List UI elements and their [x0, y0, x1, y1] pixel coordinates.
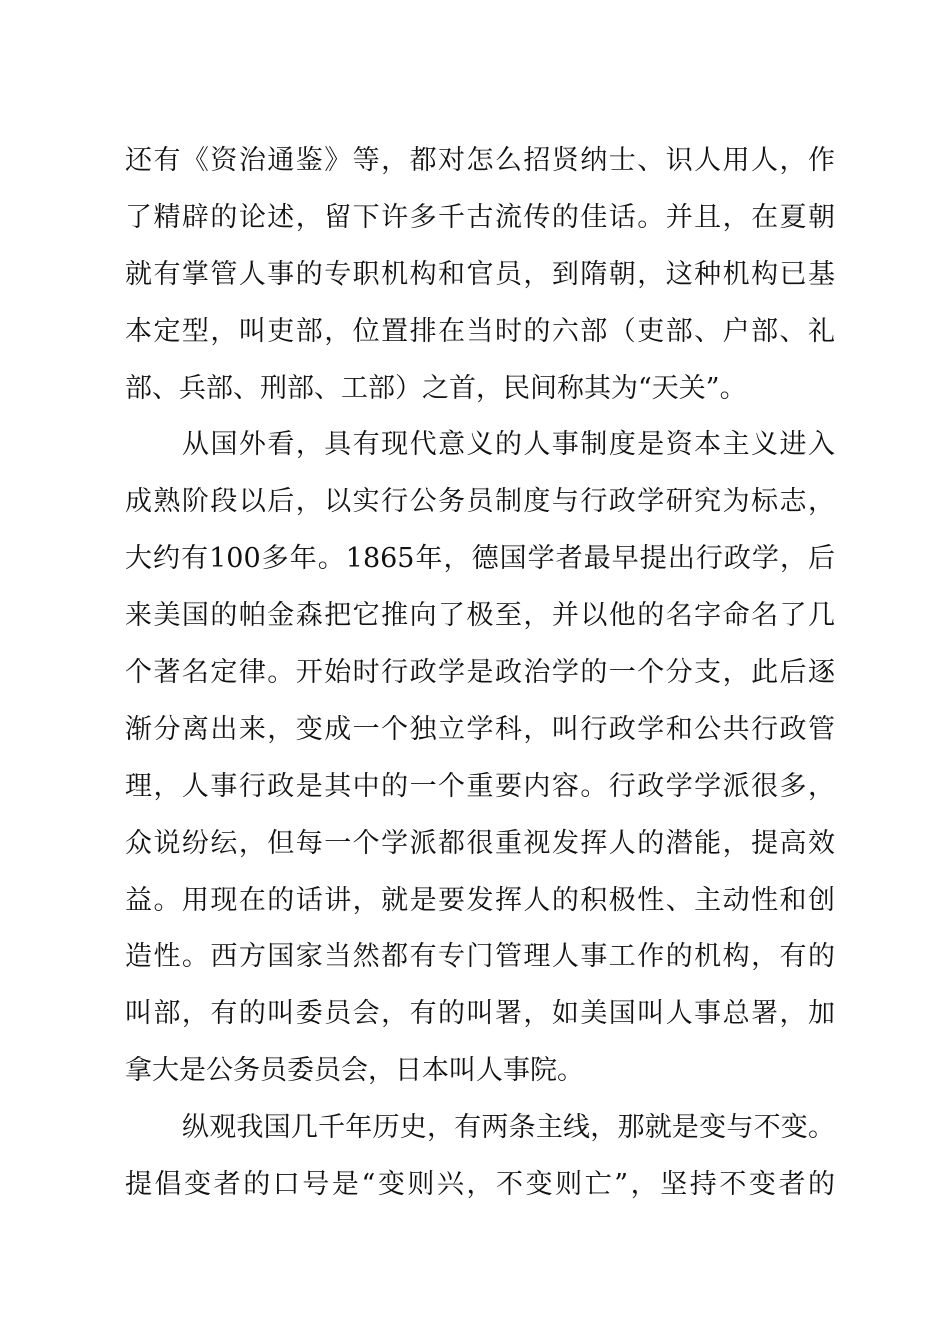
- text-line: 理，人事行政是其中的一个重要内容。行政学学派很多，: [125, 770, 835, 802]
- paragraph-first-line: 纵观我国几千年历史，有两条主线，那就是变与不变。: [182, 1112, 835, 1144]
- text-line: 益。用现在的话讲，就是要发挥人的积极性、主动性和创: [125, 884, 835, 916]
- text-line: 成熟阶段以后，以实行公务员制度与行政学研究为标志，: [125, 486, 835, 518]
- text-line: 造性。西方国家当然都有专门管理人事工作的机构，有的: [125, 941, 835, 973]
- text-line: 大约有100多年。1865年，德国学者最早提出行政学，后: [125, 543, 835, 575]
- text-line: 就有掌管人事的专职机构和官员，到隋朝，这种机构已基: [125, 258, 835, 290]
- text-line: 了精辟的论述，留下许多千古流传的佳话。并且，在夏朝: [125, 201, 835, 233]
- text-line: 渐分离出来，变成一个独立学科，叫行政学和公共行政管: [125, 713, 835, 745]
- text-line: 个著名定律。开始时行政学是政治学的一个分支，此后逐: [125, 657, 835, 689]
- text-line: 叫部，有的叫委员会，有的叫署，如美国叫人事总署，加: [125, 998, 835, 1030]
- text-line: 拿大是公务员委员会，日本叫人事院。: [125, 1055, 584, 1087]
- text-line: 提倡变者的口号是“变则兴，不变则亡”，坚持不变者的: [125, 1169, 835, 1201]
- text-line: 还有《资治通鉴》等，都对怎么招贤纳士、识人用人，作: [125, 145, 835, 176]
- text-line: 部、兵部、刑部、工部）之首，民间称其为“天关”。: [125, 372, 747, 404]
- body-text: [125, 133, 835, 1214]
- paragraph-first-line: 从国外看，具有现代意义的人事制度是资本主义进入: [182, 429, 835, 461]
- text-line: 本定型，叫吏部，位置排在当时的六部（吏部、户部、礼: [125, 315, 835, 347]
- text-line: 众说纷纭，但每一个学派都很重视发挥人的潜能，提高效: [125, 827, 835, 859]
- text-line: 来美国的帕金森把它推向了极至，并以他的名字命名了几: [125, 600, 835, 632]
